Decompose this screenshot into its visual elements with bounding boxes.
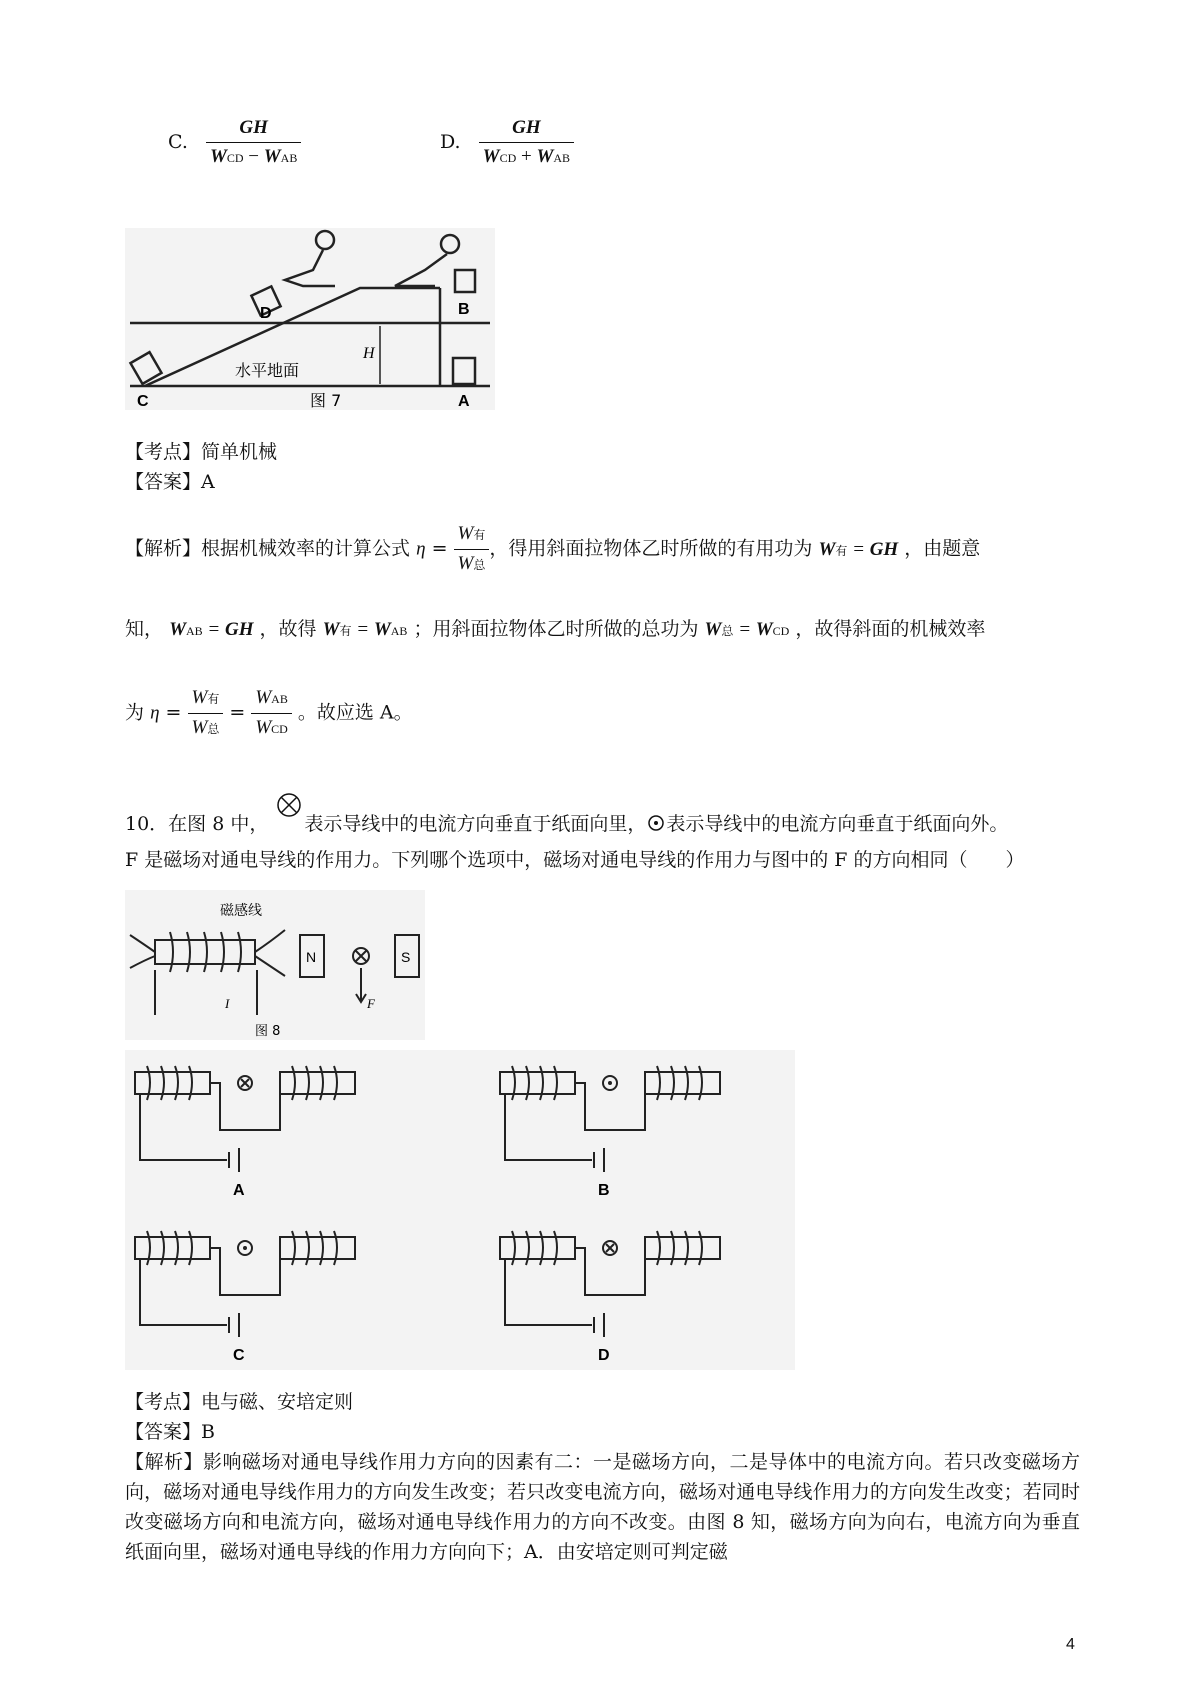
figure-7-drawing <box>125 228 495 410</box>
choice-a-label: A <box>233 1182 245 1199</box>
figure-7 <box>125 228 495 410</box>
choice-a-circuit <box>135 1066 355 1172</box>
choice-d-circuit <box>500 1231 720 1337</box>
q10-line1: 10．在图 8 中， 表示导线中的电流方向垂直于纸面向里， 表示导线中的电流方向垂直于纸面向外。 <box>125 804 1008 838</box>
choices-figure <box>125 1050 795 1370</box>
label-a: A <box>458 393 470 410</box>
figure-8-caption: 图 8 <box>255 1024 281 1039</box>
q9-jiexi-line2: 知， WAB = GH ，故得 W有 = WAB ；用斜面拉物体乙时所做的总功为 W总 = WCD ，故得斜面的机械效率 <box>125 618 986 640</box>
s-label: S <box>401 949 411 965</box>
q9-jiexi-line1: 【解析】根据机械效率的计算公式 η = $\frac{\text{W有}}{\text{W总}}$ ，得用斜面拉物体乙时所做的有用功为 W有 = GH ，由题意 <box>125 520 980 579</box>
option-c-fraction: $\frac{GH}{\text{WCD − WAB}}$ <box>206 114 301 172</box>
ground-label: 水平地面 <box>235 361 300 380</box>
q10-line2: F 是磁场对通电导线的作用力。下列哪个选项中，磁场对通电导线的作用力与图中的 F 的方向相同（ ） <box>125 849 1025 871</box>
choice-b-label: B <box>598 1182 610 1199</box>
label-h: H <box>363 345 375 362</box>
q9-kaodian: 【考点】简单机械 <box>125 441 278 463</box>
label-d: D <box>260 305 272 322</box>
box-a <box>453 358 475 384</box>
choice-c-circuit <box>135 1231 355 1337</box>
i-label: I <box>225 996 230 1011</box>
box-c <box>130 352 161 384</box>
option-c-label: C. <box>168 131 188 153</box>
figure-7-caption: 图 7 <box>310 391 342 410</box>
label-c: C <box>137 393 149 410</box>
n-label: N <box>306 949 317 965</box>
choice-d-label: D <box>598 1347 610 1364</box>
person-left-head <box>316 231 334 249</box>
bucket-b <box>455 270 475 292</box>
option-d-fraction: $\frac{GH}{\text{WCD + WAB}}$ <box>479 114 574 172</box>
option-d-label: D. <box>440 131 461 153</box>
choice-c-label: C <box>233 1347 245 1364</box>
option-d <box>440 114 574 172</box>
q9-jiexi-line3: 为 η = $\frac{\text{W有}}{\text{W总}}$ = $\frac{\text{WAB}}{\text{WCD}}$ 。故应选 A。 <box>125 684 413 743</box>
figure-8-drawing <box>125 890 425 1040</box>
cross-current-icon <box>274 804 304 834</box>
person-left-body <box>285 250 335 286</box>
label-b: B <box>458 301 470 318</box>
coil-label: 磁感线 <box>220 903 262 919</box>
eta-fraction: $\frac{\text{W有}}{\text{W总}}$ <box>454 520 490 579</box>
person-right-body <box>395 254 447 286</box>
option-c <box>168 114 301 172</box>
q9-answer: 【答案】A <box>125 471 215 493</box>
coil-turns <box>170 932 241 972</box>
q10-kaodian: 【考点】电与磁、安培定则 <box>125 1391 354 1413</box>
figure-8 <box>125 890 425 1040</box>
choices-drawing <box>125 1050 795 1370</box>
person-right-head <box>441 235 459 253</box>
f-label: F <box>367 996 375 1011</box>
q10-answer: 【答案】B <box>125 1421 215 1443</box>
page-number: 4 <box>1066 1636 1075 1653</box>
choice-b-circuit <box>500 1066 720 1172</box>
dot-current-icon <box>646 813 666 833</box>
q10-jiexi: 【解析】影响磁场对通电导线作用力方向的因素有二：一是磁场方向，二是导体中的电流方向。若只改变磁场方向，磁场对通电导线作用力的方向发生改变；若只改变电流方向，磁场对通电导线作用力的方向发生改变；若同时改变磁场方向和电流方向，磁场对通电导线作用力的方向不改变。由图 8 知，磁场方向为向右，电流方向为垂直纸面向里，磁场对通电导线的作用力方向向下；A．由安培定则可判定磁 <box>125 1451 1080 1563</box>
